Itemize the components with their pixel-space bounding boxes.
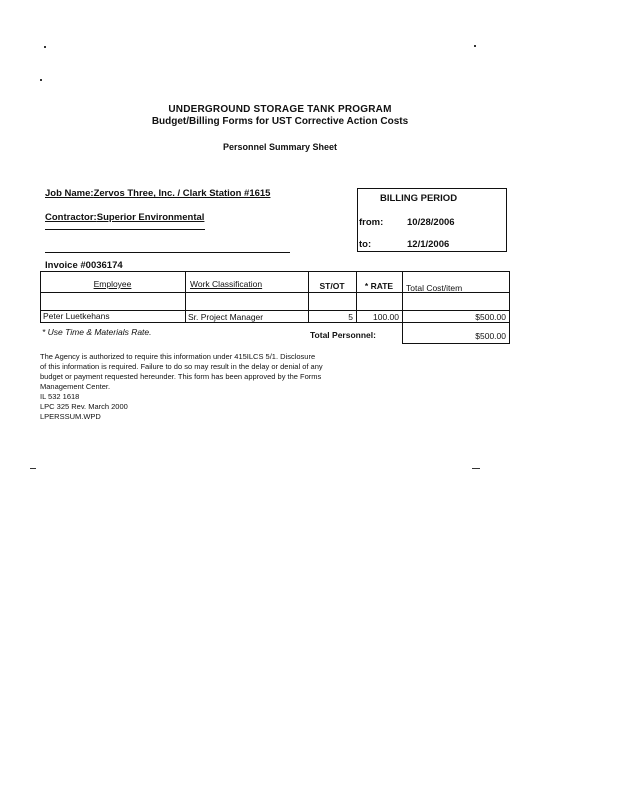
- program-title: UNDERGROUND STORAGE TANK PROGRAM: [168, 104, 392, 115]
- footer-revision: LPC 325 Rev. March 2000: [40, 402, 128, 411]
- scan-speck: [44, 46, 46, 48]
- col-divider-employee: [185, 271, 186, 323]
- table-top-border: [40, 271, 510, 272]
- contractor-value: Superior Environmental: [96, 212, 205, 223]
- billing-period-title: BILLING PERIOD: [380, 193, 458, 204]
- scan-speck: [472, 468, 480, 469]
- col-divider-right: [509, 271, 510, 344]
- header-total-cost: Total Cost/item: [406, 283, 463, 293]
- rate-note: * Use Time & Materials Rate.: [42, 327, 152, 337]
- scan-speck: [474, 45, 476, 47]
- job-name-value: Zervos Three, Inc. / Clark Station #1615: [93, 188, 271, 199]
- header-employee: Employee: [93, 279, 132, 289]
- header-rate: * RATE: [364, 281, 394, 291]
- scan-speck: [40, 79, 42, 81]
- billing-from-label: from:: [359, 217, 384, 228]
- job-name-label: Job Name:: [45, 188, 94, 199]
- footer-filename: LPERSSUM.WPD: [40, 412, 101, 421]
- row-employee: Peter Luetkehans: [43, 311, 110, 321]
- footer-line-4: Management Center.: [40, 382, 111, 391]
- table-row-bottom-border: [40, 322, 510, 323]
- row-classification: Sr. Project Manager: [188, 312, 264, 322]
- total-personnel-label: Total Personnel:: [310, 330, 376, 340]
- row-st-ot: 5: [348, 312, 353, 322]
- invoice-number: Invoice #0036174: [45, 260, 123, 271]
- sheet-title: Personnel Summary Sheet: [222, 142, 338, 152]
- footer-form-code: IL 532 1618: [40, 392, 80, 401]
- job-name-row: [45, 188, 270, 199]
- total-personnel-value: $500.00: [475, 331, 506, 341]
- contractor-underline: [45, 229, 205, 230]
- col-divider-rate: [402, 271, 403, 344]
- row-total: $500.00: [475, 312, 506, 322]
- form-subtitle: Budget/Billing Forms for UST Corrective Action Costs: [151, 116, 409, 127]
- footer-line-2: of this information is required. Failure to do so may result in the delay or denial of any: [40, 362, 323, 371]
- scan-speck: [30, 468, 36, 469]
- table-row-top-border: [40, 310, 510, 311]
- footer-line-1: The Agency is authorized to require this information under 415ILCS 5/1. Disclosure: [40, 352, 316, 361]
- billing-to-label: to:: [359, 239, 372, 250]
- invoice-underline: [45, 252, 290, 253]
- contractor-row: [45, 212, 204, 223]
- header-st-ot: ST/OT: [319, 281, 345, 291]
- footer-notice: [40, 352, 380, 422]
- row-rate: 100.00: [373, 312, 399, 322]
- footer-line-3: budget or payment requested hereunder. This form has been approved by the Forms: [40, 372, 322, 381]
- billing-to-value: 12/1/2006: [407, 239, 450, 250]
- billing-from-value: 10/28/2006: [407, 217, 455, 228]
- contractor-label: Contractor:: [45, 212, 97, 223]
- header-work-classification: Work Classification: [190, 279, 263, 289]
- total-underline: [402, 343, 510, 344]
